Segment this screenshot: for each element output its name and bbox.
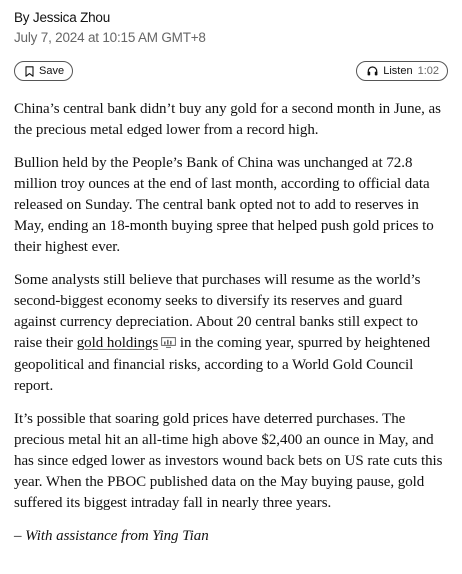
paragraph-3-lead: Some analysts still believe that purchases will resume as the world’s second-biggest economy seeks to diversify its reserves and guard against currency depreciation. About 20 central banks still expect to raise their	[14, 272, 421, 351]
listen-duration: 1:02	[417, 65, 439, 77]
bookmark-icon	[25, 66, 34, 77]
paragraph-4: It’s possible that soaring gold prices have deterred purchases. The precious metal hit an all-time high above $2,400 an ounce in May, and has since edged lower as investors wound back bets on US rate cuts this year. When the PBOC published data on the May buying pause, gold suffered its biggest intraday fall in nearly three years.	[14, 411, 443, 511]
paragraph-3	[14, 270, 448, 397]
article-actions	[14, 61, 448, 81]
save-label: Save	[39, 65, 65, 77]
paragraph-3-tail: in the coming year, spurred by heightened geopolitical and financial risks, according to a World Gold Council report.	[14, 335, 431, 394]
gold-holdings-link[interactable]: gold holdings	[76, 335, 159, 351]
listen-label: Listen	[383, 65, 413, 77]
headphones-icon	[367, 66, 378, 76]
paragraph-1: China’s central bank didn’t buy any gold for a second month in June, as the precious metal edged lower from a record high.	[14, 101, 441, 138]
listen-button[interactable]	[356, 61, 448, 81]
publish-date: July 7, 2024 at 10:15 AM GMT+8	[14, 30, 206, 45]
assistance-credit: – With assistance from Ying Tian	[14, 528, 209, 544]
chart-icon[interactable]	[161, 334, 176, 355]
byline: By Jessica Zhou	[14, 10, 111, 25]
paragraph-2: Bullion held by the People’s Bank of China was unchanged at 72.8 million troy ounces at the end of last month, according to official data released on Sunday. The central bank opted not to add to reserves in May, ending an 18-month buying spree that helped push gold prices to their highest ever.	[14, 155, 434, 255]
save-button[interactable]	[14, 61, 73, 81]
article-body	[14, 99, 448, 547]
